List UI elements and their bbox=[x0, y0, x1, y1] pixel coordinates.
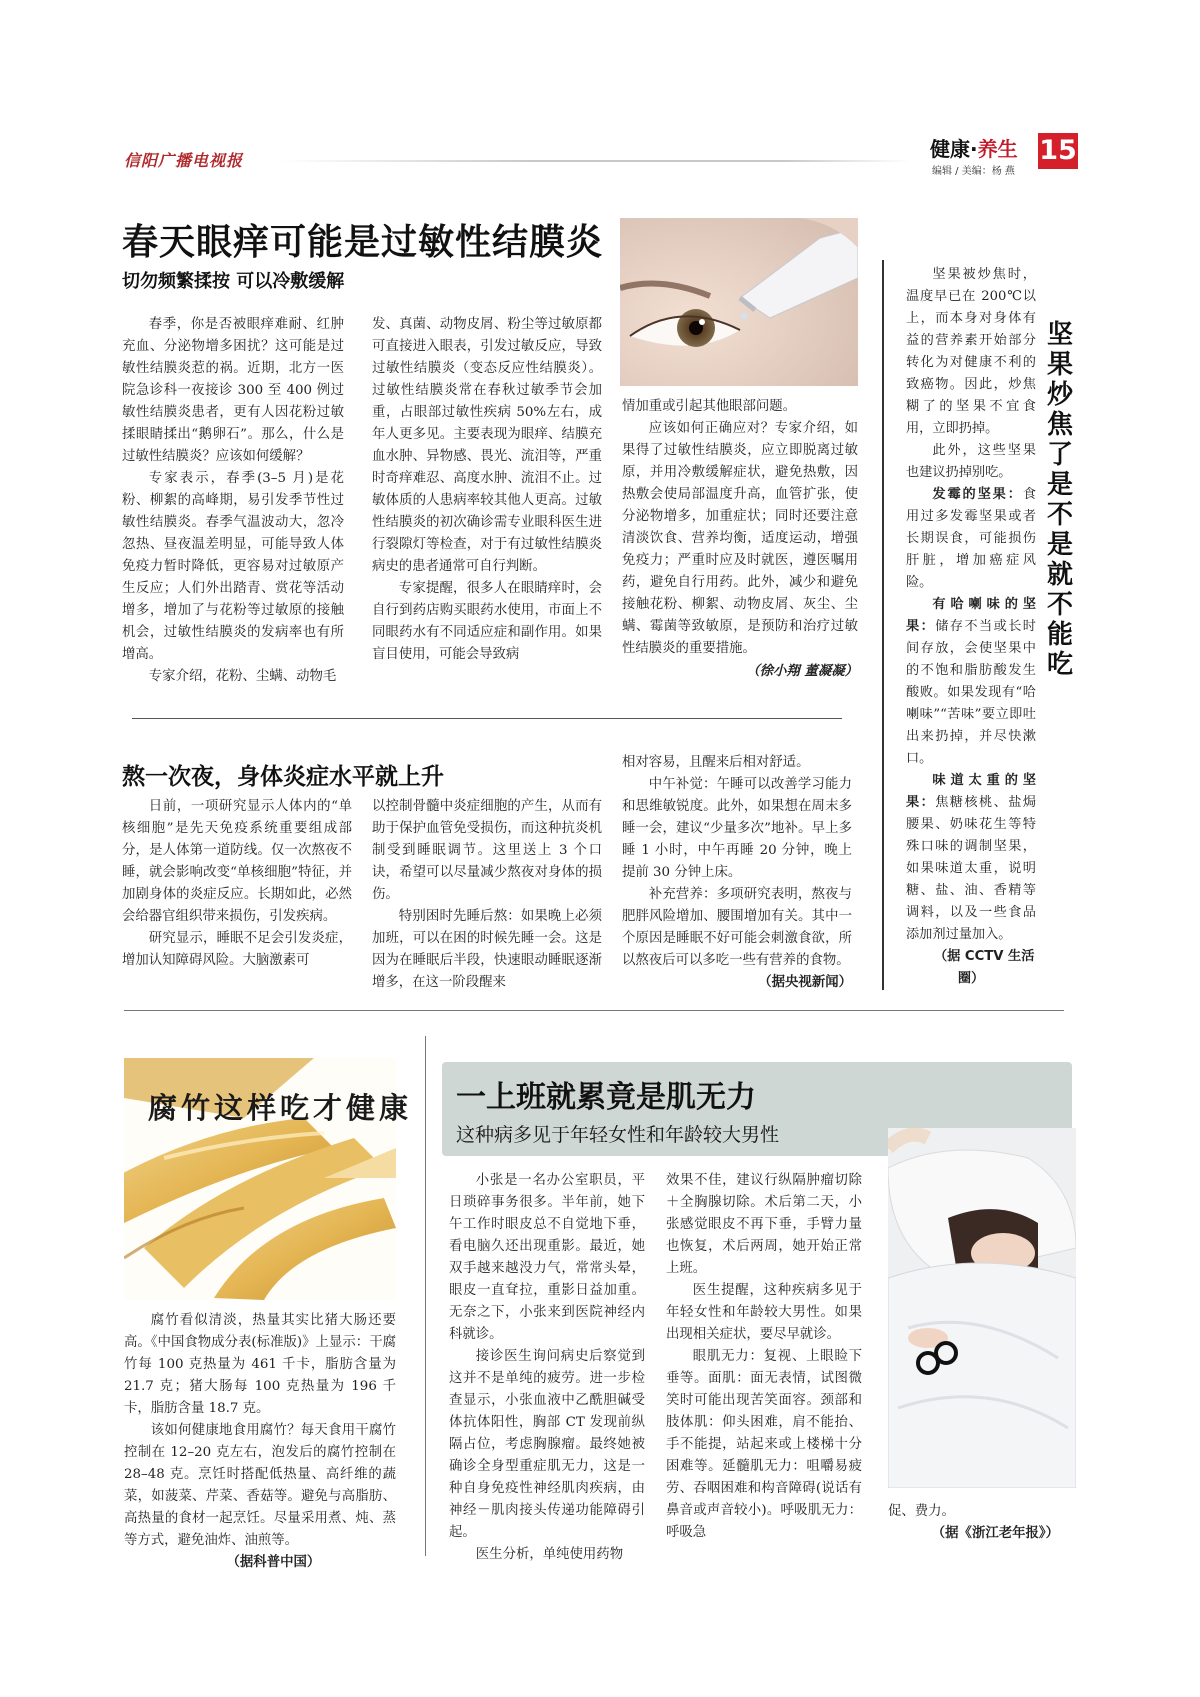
article3-source: （据科普中国） bbox=[226, 1555, 321, 1570]
article4-column-2: 效果不佳，建议行纵隔肿瘤切除＋全胸腺切除。术后第二天，小张感觉眼皮不再下垂，手臂力量也恢复，术后两周，她开始正常上班。 医生提醒，这种疾病多见于年轻女性和年龄较大男性。如果出现相关症状，要尽早就诊。 眼肌无力：复视、上眼睑下垂等。面肌：面无表情，试图微笑时可能出现苦笑面容。颈部和肢体肌：仰头困难，肩不能抬、手不能提，站起来或上楼梯十分困难等。延髓肌无力：咀嚼易疲劳、吞咽困难和构音障碍(说话有鼻音或声音较小)。呼吸肌无力：呼吸急 bbox=[666, 1173, 862, 1540]
eye-drop-photo bbox=[620, 218, 858, 386]
sidebar-rule bbox=[882, 260, 884, 990]
publication-name: 信阳广播电视报 bbox=[124, 151, 244, 170]
article2-source: （据央视新闻） bbox=[758, 975, 852, 990]
article1-title: 春天眼痒可能是过敏性结膜炎 bbox=[122, 221, 604, 263]
article3-title: 腐竹这样吃才健康 bbox=[148, 1091, 413, 1125]
column-divider bbox=[425, 1036, 426, 1556]
article1-column-2: 发、真菌、动物皮屑、粉尘等过敏原都可直接进入眼表，引发过敏反应，导致过敏性结膜炎（变态反应性结膜炎）。过敏性结膜炎常在春秋过敏季节会加重，占眼部过敏性疾病 50%左右，成年人更多见。主要表现为眼痒、结膜充血水肿、异物感、畏光、流泪等，严重时奇痒难忍、高度水肿、流泪不止。过敏体质的人患病率较其他人更高。过敏性结膜炎的初次确诊需专业眼科医生进行裂隙灯等检查，对于有过敏性结膜炎病史的患者通常可自行判断。 专家提醒，很多人在眼睛痒时，会自行到药店购买眼药水使用，市面上不同眼药水有不同适应症和副作用。如果盲目使用，可能会导致病 bbox=[372, 317, 602, 662]
editor-credit: 编辑 / 美编：杨 燕 bbox=[932, 166, 1015, 177]
article2-column-2: 以控制骨髓中炎症细胞的产生，从而有助于保护血管免受损伤，而这种抗炎机制受到睡眠调节。这里送上 3 个口诀，希望可以尽量减少熬夜对身体的损伤。 特别困时先睡后熬：如果晚上必须加班，可以在困的时候先睡一会。这是因为在睡眠后半段，快速眼动睡眠逐渐增多，在这一阶段醒来 bbox=[372, 799, 602, 990]
article4-column-1: 小张是一名办公室职员，平日琐碎事务很多。半年前，她下午工作时眼皮总不自觉地下垂，看电脑久还出现重影。最近，她双手越来越没力气，常常头晕，眼皮一直耷拉，重影日益加重。无奈之下，小张来到医院神经内科就诊。 接诊医生询问病史后察觉到这并不是单纯的疲劳。进一步检查显示，小张血液中乙酰胆碱受体抗体阳性，胸部 CT 发现前纵隔占位，考虑胸腺瘤。最终她被确诊全身型重症肌无力，这是一种自身免疫性神经肌肉疾病，由神经－肌肉接头传递功能障碍引起。 医生分析，单纯使用药物 bbox=[449, 1173, 645, 1562]
article2-column-1: 日前，一项研究显示人体内的“单核细胞”是先天免疫系统重要组成部分，是人体第一道防线。仅一次熬夜不睡，就会影响改变“单核细胞”特征，并加剧身体的炎症反应。长期如此，必然会给器官组织带来损伤，引发疾病。 研究显示，睡眠不足会引发炎症，增加认知障碍风险。大脑激素可 bbox=[122, 799, 352, 968]
article-divider bbox=[132, 718, 842, 719]
article4-column-3: 促、费力。 （据《浙江老年报》） bbox=[888, 1501, 1076, 1545]
section-title: 健康·养生 bbox=[930, 137, 1018, 161]
sidebar-source: （据 CCTV 生活圈） bbox=[933, 949, 1035, 986]
tired-woman-photo bbox=[888, 1128, 1076, 1488]
sidebar-title: 坚果炒焦了 是不是就不能吃 bbox=[1046, 320, 1073, 680]
page-number: 15 bbox=[1038, 133, 1078, 169]
article4-source: （据《浙江老年报》） bbox=[931, 1526, 1059, 1541]
article3-body: 腐竹看似清淡，热量其实比猪大肠还要高。《中国食物成分表(标准版)》上显示：干腐竹每 100 克热量为 461 千卡，脂肪含量为 21.7 克；猪大肠每 100 克热量为 196 千卡，脂肪含量 18.7 克。 该如何健康地食用腐竹？每天食用干腐竹控制在 12–20 克左右，泡发后的腐竹控制在 28–48 克。烹饪时搭配低热量、高纤维的蔬菜，如菠菜、芹菜、香菇等。避免与高脂肪、高热量的食材一起烹饪。尽量采用煮、炖、蒸等方式，避免油炸、油煎等。 （据科普中国） bbox=[124, 1310, 396, 1574]
article4-title: 一上班就累竟是肌无力 bbox=[456, 1080, 756, 1115]
article1-subtitle: 切勿频繁揉按 可以冷敷缓解 bbox=[122, 271, 345, 292]
section-divider bbox=[124, 1010, 1064, 1011]
article1-byline: （徐小翔 董凝凝） bbox=[746, 663, 858, 679]
article1-column-1: 春季，你是否被眼痒难耐、红肿充血、分泌物增多困扰？这可能是过敏性结膜炎惹的祸。近期，北方一医院急诊科一夜接诊 300 至 400 例过敏性结膜炎患者，更有人因花粉过敏揉眼睛揉出“鹅卵石”。那么，什么是过敏性结膜炎？应该如何缓解？ 专家表示，春季(3–5 月)是花粉、柳絮的高峰期，易引发季节性过敏性结膜炎。春季气温波动大，忽冷忽热、昼夜温差明显，可能导致人体免疫力暂时降低，更容易对过敏原产生反应；人们外出踏青、赏花等活动增多，增加了与花粉等过敏原的接触机会，过敏性结膜炎的发病率也有所增高。 专家介绍，花粉、尘螨、动物毛 bbox=[122, 317, 344, 684]
header-divider bbox=[280, 160, 910, 162]
article2-column-3: 相对容易，且醒来后相对舒适。 中午补觉：午睡可以改善学习能力和思维敏锐度。此外，如果想在周末多睡一会，建议“少量多次”地补。早上多睡 1 小时，中午再睡 20 分钟，晚上提前 30 分钟上床。 补充营养：多项研究表明，熬夜与肥胖风险增加、腰围增加有关。其中一个原因是睡眠不好可能会刺激食欲，所以熬夜后可以多吃一些有营养的食物。 （据央视新闻） bbox=[622, 752, 852, 994]
article1-column-3: 情加重或引起其他眼部问题。 应该如何正确应对？专家介绍，如果得了过敏性结膜炎，应立即脱离过敏原，并用冷敷缓解症状，避免热敷，因热敷会使局部温度升高，血管扩张，使分泌物增多，加重症状；同时还要注意清淡饮食、营养均衡，适度运动，增强免疫力；严重时应及时就医，遵医嘱用药，避免自行用药。此外，减少和避免接触花粉、柳絮、动物皮屑、灰尘、尘螨、霉菌等致敏原，是预防和治疗过敏性结膜炎的重要措施。 （徐小翔 董凝凝） bbox=[622, 396, 858, 682]
sidebar-body: 坚果被炒焦时，温度早已在 200℃以上，而本身对身体有益的营养素开始部分转化为对健康不利的致癌物。因此，炒焦糊了的坚果不宜食用，立即扔掉。 此外，这些坚果也建议扔掉别吃。 发霉的坚果：食用过多发霉坚果或者长期误食，可能损伤肝脏，增加癌症风险。 有哈喇味的坚果：储存不当或长时间存放，会使坚果中的不饱和脂肪酸发生酸败。如果发现有“哈喇味”“苦味”要立即吐出来扔掉，并尽快漱口。 味道太重的坚果：焦糖核桃、盐焗腰果、奶味花生等特殊口味的调制坚果，如果味道太重，说明糖、盐、油、香精等调料，以及一些食品添加剂过量加入。 （据 CCTV 生活圈） bbox=[906, 264, 1036, 990]
article2-title: 熬一次夜，身体炎症水平就上升 bbox=[122, 764, 444, 790]
article4-subtitle: 这种病多见于年轻女性和年龄较大男性 bbox=[456, 1124, 780, 1146]
